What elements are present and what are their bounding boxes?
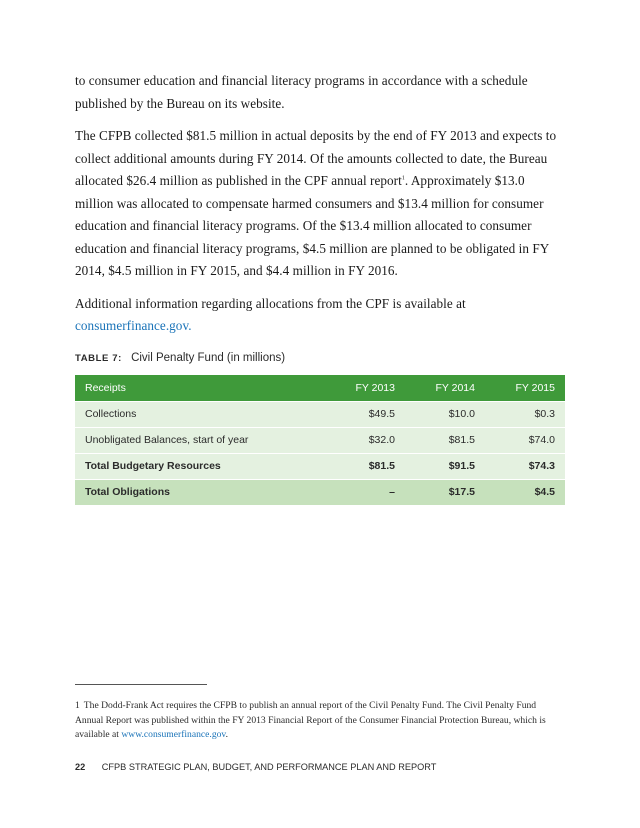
- cell-fy2015: $74.0: [485, 427, 565, 453]
- footnote-number: 1: [75, 700, 80, 711]
- row-label: Total Budgetary Resources: [75, 453, 325, 479]
- paragraph-3: [75, 293, 565, 338]
- cell-fy2014: $17.5: [405, 479, 485, 505]
- table-label: TABLE 7:: [75, 352, 122, 364]
- footnote-link[interactable]: www.consumerfinance.gov: [121, 729, 226, 740]
- table-caption: [75, 352, 565, 364]
- footnote: [75, 699, 565, 743]
- row-label: Unobligated Balances, start of year: [75, 427, 325, 453]
- cell-fy2013: –: [325, 479, 405, 505]
- table-row: [75, 427, 565, 453]
- paragraph-2-rest: . Approximately $13.0 million was allocated to compensate harmed consumers and $13.4 million for consumer education and financial literacy programs. Of the $13.4 million allocated to consumer education and financial literacy programs, $4.5 million are planned to be obligated in FY 2014, $4.5 million in FY 2015, and $4.4 million in FY 2016.: [75, 173, 549, 278]
- table-header-row: [75, 375, 565, 402]
- paragraph-2-text: The CFPB collected $81.5 million in actual deposits by the end of FY 2013 and expects to collect additional amounts during FY 2014. Of the amounts collected to date, the Bureau allocated $26.4 million as published in the CPF annual report: [75, 128, 557, 188]
- footnote-text: The Dodd-Frank Act requires the CFPB to publish an annual report of the Civil Penalty Fund. The Civil Penalty Fund Annual Report was published within the FY 2013 Financial Report of the Consumer Financial Protection Bureau, which is available at: [75, 700, 546, 740]
- paragraph-3-text: Additional information regarding allocations from the CPF is available at: [75, 295, 466, 311]
- footnote-end: .: [225, 729, 229, 740]
- cell-fy2013: $49.5: [325, 401, 405, 427]
- cell-fy2014: $10.0: [405, 401, 485, 427]
- table-row: [75, 401, 565, 427]
- cell-fy2015: $4.5: [485, 479, 565, 505]
- table-title: Civil Penalty Fund (in millions): [131, 351, 286, 364]
- row-label: Total Obligations: [75, 479, 325, 505]
- consumerfinance-link[interactable]: consumerfinance.gov.: [75, 318, 192, 333]
- row-label: Collections: [75, 401, 325, 427]
- table-row-total-resources: [75, 453, 565, 479]
- header-fy2015: FY 2015: [485, 375, 565, 402]
- cell-fy2015: $74.3: [485, 453, 565, 479]
- paragraph-1: to consumer education and financial literacy programs in accordance with a schedule published by the Bureau on its website.: [75, 73, 528, 111]
- footnote-divider: [75, 684, 207, 685]
- cell-fy2015: $0.3: [485, 401, 565, 427]
- cell-fy2014: $91.5: [405, 453, 485, 479]
- paragraph-2: [75, 125, 565, 283]
- page-content: [75, 70, 565, 505]
- footer-title: CFPB STRATEGIC PLAN, BUDGET, AND PERFORMANCE PLAN AND REPORT: [101, 762, 437, 772]
- page-number: 22: [75, 762, 86, 772]
- footnote-ref[interactable]: 1: [401, 175, 405, 182]
- cell-fy2013: $32.0: [325, 427, 405, 453]
- table-row-total-obligations: [75, 479, 565, 505]
- header-fy2014: FY 2014: [405, 375, 485, 402]
- cell-fy2013: $81.5: [325, 453, 405, 479]
- page-footer: [75, 762, 436, 772]
- header-fy2013: FY 2013: [325, 375, 405, 402]
- header-receipts: Receipts: [75, 375, 325, 402]
- civil-penalty-fund-table: [75, 375, 565, 505]
- cell-fy2014: $81.5: [405, 427, 485, 453]
